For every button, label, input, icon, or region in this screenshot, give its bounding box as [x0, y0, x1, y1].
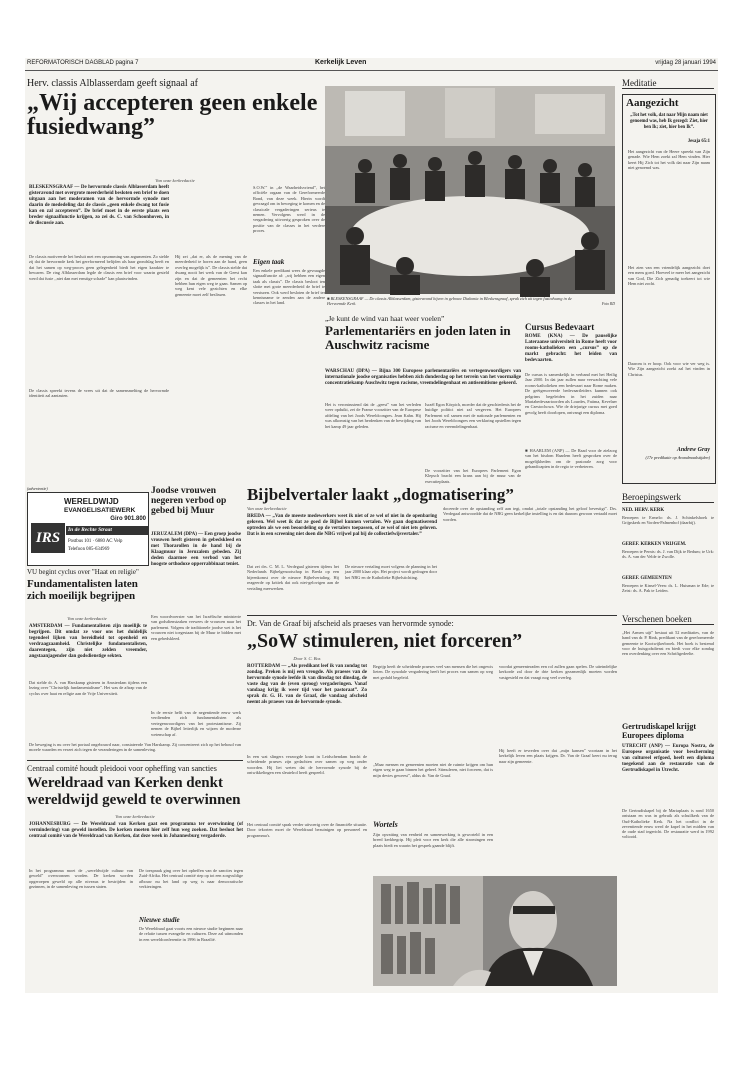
sow-body-1: In een wat slingers verzorgde krant in Leidschendam bracht de scheidende praeses zijn gedachten over samen op weg onder woorden. Hij liet weten dat de hervormde synode bij de ontwikkelingen een sleutelrol heeft gespeeld. [247, 754, 367, 776]
ad-line1: WERELDWIJD [64, 497, 119, 506]
sow-body-2: „Maar mensen en gemeenten moeten niet de ruimte krijgen om hun eigen weg te gaan binnen het geheel. Stimuleren, niet forceren, dat is mijn devies geweest”, aldus dr. Van de Graaf. [373, 762, 493, 778]
beroep-text-2: Beroepen te Kinsel-Veen: ds. L. Huisman te Ede; te Zeist: ds. A. Pak te Leiden. [622, 583, 714, 594]
wereldraad-headline: Wereldraad van Kerken denkt wereldwijd geweld te overwinnen [27, 775, 241, 808]
cursus-body: De cursus is samenkelijk in verband met het Heilig Jaar 2000. In dat jaar zullen naar verwachting vele rooms-katholieken een bedevaart naar Rome maken. De geëigenoveerde bedevaartleiders kunnen ook pelgrims begeleiden in het zuiden naar Mariabedevaartoorden als Lourdes, Fatima, Kevelaer en Czestochowa. Wie de driejarige cursus met goed gevolg heeft doorlopen, ontvangt een diploma. [525, 372, 617, 415]
wereldraad-body-1: In het programma moet de „wereldwijde cultuur van geweld” overwonnen worden. De kerken worden opgeroepen geweld op alle niveaus te bestrijden: in gezinnen, in de samenleving en tussen staten. [29, 868, 133, 890]
fund-body-2: In de eerste helft van de negentiende eeuw werk verdienden zich fundamentalisten als vertegenwoordigers van het protestantisme. Zij nemen de Bijbel letterlijk en wijzen de moderne wetenschap af. [151, 710, 241, 737]
sow-body-6: Hij heeft er tevreden over dat „mijn kansen” voortaan in het kerkelijk leven een plaats krijgen. Dr. Van de Graaf keert nu terug naar zijn gemeente. [499, 748, 617, 764]
fund-body-3: De beweging is nu over het portaal ongebouwd naar, constateerde Van Harskamp. Zij concentreert zich op het behoud van morele waarden en verzet zich tegen de veranderingen in de samenleving. [29, 742, 241, 753]
beroep-head-0: NED. HERV. KERK [622, 508, 665, 513]
auschwitz-headline: Parlementariërs en joden laten in Auschwitz racisme [325, 323, 511, 352]
meditatie-author: Andrew Gray [676, 447, 710, 453]
ad-line3: Giro 901.800 [110, 516, 146, 522]
sow-byline: Door S. C. Bos [293, 656, 321, 661]
auschwitz-body-1: Het is verontrustend dat de „geest” van het verleden weer opduikt, zei de Franse voorzitter van de Europese afdeling van het Joods Wereldcongres. Jean Kahn. Hij was afkomstig van het herdenken van de bevrijding van het kamp 49 jaar geleden. [325, 402, 421, 429]
sow-kicker: Dr. Van de Graaf bij afscheid als praeses van hervormde synode: [247, 619, 454, 628]
fund-headline: Fundamentalisten laten zich moeilijk begrijpen [27, 578, 138, 602]
verschenen-body: „Het Armen uijt” bestaat uit 52 meditaties, van de hand van dr. P. Rink, predikant van de gereformeerde gemeente te Kootwijkerbroek. Het boek is bestemd voor de huisgodsdienst en biedt voor elke zondag een overdenking over een Schriftgedeelte. [622, 630, 714, 657]
beroep-text-1: Beroepen te Pernis: ds. J. van Dijk te Bedum; te Urk: ds. A. van der Velde te Zwolle. [622, 549, 714, 560]
auschwitz-body-3: De voorzitter van het Europees Parlement Egon Klepsch bracht een krans aan bij de muur van de executieplaats. [425, 468, 521, 484]
main-body-3: S.O.W.” in „de Waarheidsvriend”, het officiële orgaan van de Gereformeerde Bond, van deze week. Hierin wordt gevraagd om in beweging te komen en de classicale vergaderingen serieus te nemen. Vervolgens werd in de vergadering uitvoerig gesproken over de positie van de classes in het verdere proces. [253, 185, 325, 234]
wereldraad-lead: JOHANNESBURG — De Wereldraad van Kerken gaat een programma ter overwinning (of vermindering) van geweld instellen. De kerken moeten hier zelf hun weg zoeken. Dat besloot het centraal comité van de Wereldraad van Kerken, dat deze week in Johannesburg vergaderde. [29, 822, 243, 839]
meditatie-source: (17e predikatie op Avondmaalstijden) [645, 455, 710, 460]
sow-rule [247, 615, 617, 616]
bijbel-body-1: Dat zei drs. C. M. L. Verdegaal gisteren tijdens het Nederlands Bijbelgenootschap in Breda op een bijeenkomst over de nieuwe Bijbelvertaling. Hij reageerde op kritiek dat ook niet-gelovigen aan de vertaling meewerken. [247, 564, 339, 591]
main-kicker: Herv. classis Alblasserdam geeft signaal af [27, 78, 198, 89]
bijbel-byline: Van onze kerkredactie [247, 506, 287, 511]
gertrudis-body: De Gertrudiskapel bij de Mariaplaats is rond 1650 ontstaan en was in gebruik als schuilkerk van de Oud-Katholieke Kerk. Na het conflict in de zeventiende eeuw werd de kapel in het midden van de oude stad ingericht. De restauratie werd in 1992 voltooid. [622, 808, 714, 840]
bijbel-headline: Bijbelvertaler laakt „dogmatisering” [247, 485, 514, 504]
main-subhead: Eigen taak [253, 258, 285, 266]
meditatie-box [622, 94, 716, 484]
sow-body-5: voordat gemeenteraden een rol zullen gaan spelen. De uiteindelijke kerkorde zal door de drie kerken gezamenlijk moeten worden vastgesteld en dat vraagt nog veel overleg. [499, 664, 617, 680]
meditatie-ref: Jesaja 65:1 [687, 139, 710, 144]
meditatie-quote: „Tot het volk, dat naar Mijn naam niet genoemd was, heb Ik gezegd: Ziet, hier ben Ik; ziet, hier ben Ik”. [630, 113, 708, 130]
auschwitz-lead: WARSCHAU (DPA) — Bijna 300 Europese parlementariërs en vertegenwoordigers van internationale joodse organisaties hebben zich donderdag op het terrein van het voormalige concentratiekamp Auschwitz tegen racisme, vreemdelingenhaat en antisemitisme gekeerd. [325, 369, 521, 386]
wereldraad-subhead: Nieuwe studie [139, 916, 180, 924]
sow-subhead: Wortels [373, 820, 398, 829]
fund-byline: Van onze kerkredactie [67, 616, 107, 621]
sow-body-3: Zijn opvatting van eenheid en samenwerking is geworteld in een breed kerkbegrip. Hij pleit voor een kerk die alle stromingen een plaats biedt en waarin het gesprek gaande blijft. [373, 832, 493, 848]
sow-body-4: Begrijp heeft de scheidende praeses veel van mensen die het ongewis lieten. De synodale vergadering heeft het proces van samen op weg met geduld begeleid. [373, 664, 493, 680]
photo1-credit: Foto RD [601, 302, 615, 306]
evangelisation-ad [27, 492, 149, 566]
beroep-head-1: GEREF. KERKEN VRIJGEM. [622, 542, 687, 547]
sow-lead: ROTTERDAM — „Als predikant leef ik van zondag tot zondag. Preken is mij een vreugde. Als praeses van de hervormde synode leefde ik van dinsdag tot dinsdag, de vaste dag van de (even sproog) vergaderingen. Vanaf vandaag krijg ik weer tijd voor het pastoraat”. Zo sprak dr. G. H. van de Graaf, die vandaag afscheid neemt als praeses van de hervormde synode. [247, 664, 367, 705]
ad-label: (advertentie) [27, 486, 48, 491]
beroep-text-0: Beroepen te Ermelo: ds. J. Schinkelshoek te Grijpskerk en Vorden-Palmenhof (daarbij). [622, 515, 714, 526]
meditatie-section-head: Meditatie [622, 78, 714, 89]
bijbel-lead: BREDA — „Van de meeste medewerkers weet ik niet of ze wel of niet in de openbaring geloven. Wel weet ik dat ze goed de Bijbel kunnen vertalen. We gaan dogmatiserend optreden als we een beoordeling op de vertalers toepassen, of ze wel of niet iets geloven. Dat is in een screening niet doen die NBG vrijwel pal bij de collectiefwijsvertaler.” [247, 514, 437, 537]
meditatie-title: Aangezicht [626, 97, 679, 109]
section-label: Kerkelijk Leven [315, 59, 367, 66]
wereldraad-body-4: Het centraal comité sprak verder uitvoerig over de financiële situatie. Door tekorten moet de Wereldraad bezuinigen op personeel en programma's. [247, 822, 367, 838]
wereldraad-kicker: Centraal comité houdt pleidooi voor opheffing van sancties [27, 764, 217, 773]
wereldraad-byline: Van onze kerkredactie [115, 814, 155, 819]
meditatie-body-1: Het aangezicht van de Heere spreekt van Zijn genade. Wie Hem zoekt zal Hem vinden. Hier keert Hij Zich tot het volk dat naar Zijn naam niet genoemd was. [628, 149, 710, 170]
ad-line6: Telefoon 085-634969 [68, 547, 110, 552]
main-byline: Van onze kerkredactie [155, 178, 195, 183]
cursus-lead: ROME (KNA) — De pauselijke Lateraanse universiteit in Rome heeft voor rooms-katholieken een „cursus” op de markt gebracht: het leiden van bedevaarten. [525, 334, 617, 363]
main-headline: „Wij accepteren geen enkele fusiedwang” [27, 90, 318, 140]
newspaper-page [25, 58, 718, 993]
meditatie-body-3: Daarom is er hoop. Ook voor wie ver weg is. Wie Zijn aangezicht zoekt zal het vinden in Christus. [628, 361, 710, 377]
ad-line2: EVANGELISATIEWERK [64, 507, 136, 514]
main-body-2: Hij zei „dat er, als de mening van de meerderheid te horen aan de hand, geen overleg mogelijk is”. De classis stelde dat dwang nooit het werk van de Geest kan zijn en dat de gemeenten het recht hebben hun eigen weg te gaan. Samen op weg kent vele gezichten en elke gemeente moet zelf beslissen. [175, 254, 247, 297]
bijbel-body-3: doceerde over de opstanding zelf aan tegt, omdat „totale opstanding het geloof bevestigt”. Drs. Verdegaal antwoordde dat de NBG geen kerkelijke instelling is en dat daarom gewoon vertaald moet worden. [443, 506, 617, 522]
verschenen-section-head: Verschenen boeken [622, 614, 714, 625]
ad-logo: IRS [31, 523, 65, 553]
main-lead: BLESKENSGRAAF — De hervormde classis Alblasserdam heeft gisteravond met overgrote meerderheid besloten een brief te doen uitgaan aan het moderamen van de hervormde synode met daarin de mededeling dat de classis „geen enkele dwang tot fusie kan en zal accepteren”. De brief moet in de eerste plaats een breder signaalfunctie krijgen, zo zei ds. C. van Schoonhoven, in de discussie aan. [29, 185, 169, 226]
joodse-headline: Joodse vrouwen negeren verbod op gebed bij Muur [151, 486, 227, 516]
ad-line4: In de Rechte Straat [66, 526, 148, 535]
main-body-4: Een enkele predikant wees de gevraagde signaalfunctie af: „wij hebben een eigen taak als classis”. De classis besloot ten slotte met grote meerderheid de brief te versturen. Ook werd besloten de brief ter kennisname te zenden aan de andere classes in het land. [253, 268, 325, 306]
wereldraad-body-3: De Wereldraad gaat voorts een nieuwe studie beginnen naar de relatie tussen evangelie en culturen. Deze zal uitmonden in een wereldconferentie in 1996 in Brazilië. [139, 926, 243, 942]
main-note: De classis spreekt tevens de vrees uit dat de samensmelting de hervormde identiteit zal aantasten. [29, 388, 169, 399]
sow-headline: „SoW stimuleren, niet forceren” [247, 630, 523, 652]
page-header [25, 58, 718, 71]
beroepingswerk-section-head: Beroepingswerk [622, 492, 714, 503]
paper-page-label: REFORMATORISCH DAGBLAD pagina 7 [27, 60, 139, 66]
gertrudis-headline: Gertrudiskapel krijgt Europees diploma [622, 722, 696, 740]
wereldraad-rule [27, 760, 243, 761]
ad-line5: Postbus 101 · 6880 AC Velp [68, 539, 123, 544]
meditatie-body-2: Het zien van een vriendelijk aangezicht doet een mens goed. Hoeveel te meer het aangezicht van God, Die Zich genadig toekeert tot wie Hem niet zocht. [628, 265, 710, 286]
date-label: vrijdag 28 januari 1994 [655, 60, 716, 66]
auschwitz-kicker: „Je kunt de wind van haat weer voelen” [325, 314, 445, 323]
joodse-lead: JERUZALEM (DPA) — Een groep joodse vrouwen heeft gisteren in gebedskleed en met Thorarollen in de hand bij de Klaagmuur in Jeruzalem gebeden. Zij deden daarmee een verbod van het hoogste orthodoxe opperrabbinaat teniet. [151, 532, 241, 567]
joodse-body: Een woordvoerster van het Israëlische ministerie van godsdienstzaken verwees de vrouwen naar het parlement. Volgens de traditionele joodse wet is het vrouwen niet toegestaan bij de Muur te bidden met een gebedskleed. [151, 614, 241, 641]
auschwitz-body-2: Israël Egon Körpich, moeder dat de geschiedenis het de huidige politici niet zal vergeven. Het Europees Parlement wil samen met de nationale parlementen en het Joods Wereldcongres een verklaring opstellen tegen racisme en vreemdelingenhaat. [425, 402, 521, 429]
beroep-head-2: GEREF. GEMEENTEN [622, 576, 672, 581]
fund-lead: AMSTERDAM — Fundamentalisten zijn moeilijk te begrijpen. Dit omdat ze voor ons het duidelijk tegendeel lijken van bereidheid tot openheid en verdraagzaamheid. Christelijke fundamentalisten, daarentegen, zijn niet zelden vreemder, angstaanjagender dan godsdienstige sekten. [29, 624, 147, 659]
fund-kicker: VU begint cyclus over "Haat en religie" [27, 568, 139, 576]
bijbel-body-2: De nieuwe vertaling moet volgens de planning in het jaar 2000 klaar zijn. Het project wordt gedragen door het NBG en de Katholieke Bijbelstichting. [345, 564, 437, 580]
photo1-caption: ■ BLESKENSGRAAF — De classis Alblasserdam, gisteravond bijeen in gebouw Diakonia in Bleskensgraaf, sprak zich uit tegen fusiedwang in de Hervormde Kerk. [327, 296, 572, 306]
main-body-1: De classis motiveerde het besluit met een opsomming van argumenten. Zo stelde zij dat de hervormde kerk het gereformeerd belijden als haar grondslag heeft en dat het samen op weg-proces geen gelegenheid biedt het eigen karakter te bewaren. De ring Alblasserdam legde de classis een brief voor waarin gesteld werd dat fusie ,,niet dan met ernstige schade” kan plaatsvinden. [29, 254, 169, 281]
gertrudis-lead: UTRECHT (ANP) — Europa Nostra, de Europese organisatie voor bescherming van cultureel erfgoed, heeft een diploma toegekend aan de restauratie van de Gertrudiskapel in Utrecht. [622, 744, 714, 773]
cursus-haarlem: ■ HAARLEM (ANP) — De Raad voor de zielzorg van het bisdom Haarlem heeft gesproken over de mogelijkheden om de pastorale zorg voor gehandicapten in de regio te verbeteren. [525, 448, 617, 470]
cursus-headline: Cursus Bedevaart [525, 322, 595, 332]
van-de-graaf-portrait [373, 876, 617, 986]
classis-meeting-photo [325, 86, 615, 294]
fund-body-1: Dat stelde dr. A. van Harskamp gisteren in Amsterdam tijdens een lezing over "Christelijk fundamentalisme". Het was de aftrap van de cyclus over haat en religie aan de Vrije Universiteit. [29, 680, 147, 696]
wereldraad-body-2: De toespraak ging over het opheffen van de sancties tegen Zuid-Afrika. Het centraal comité riep op tot een zorgvuldige afbouw nu het land op weg is naar democratische verkiezingen. [139, 868, 243, 890]
